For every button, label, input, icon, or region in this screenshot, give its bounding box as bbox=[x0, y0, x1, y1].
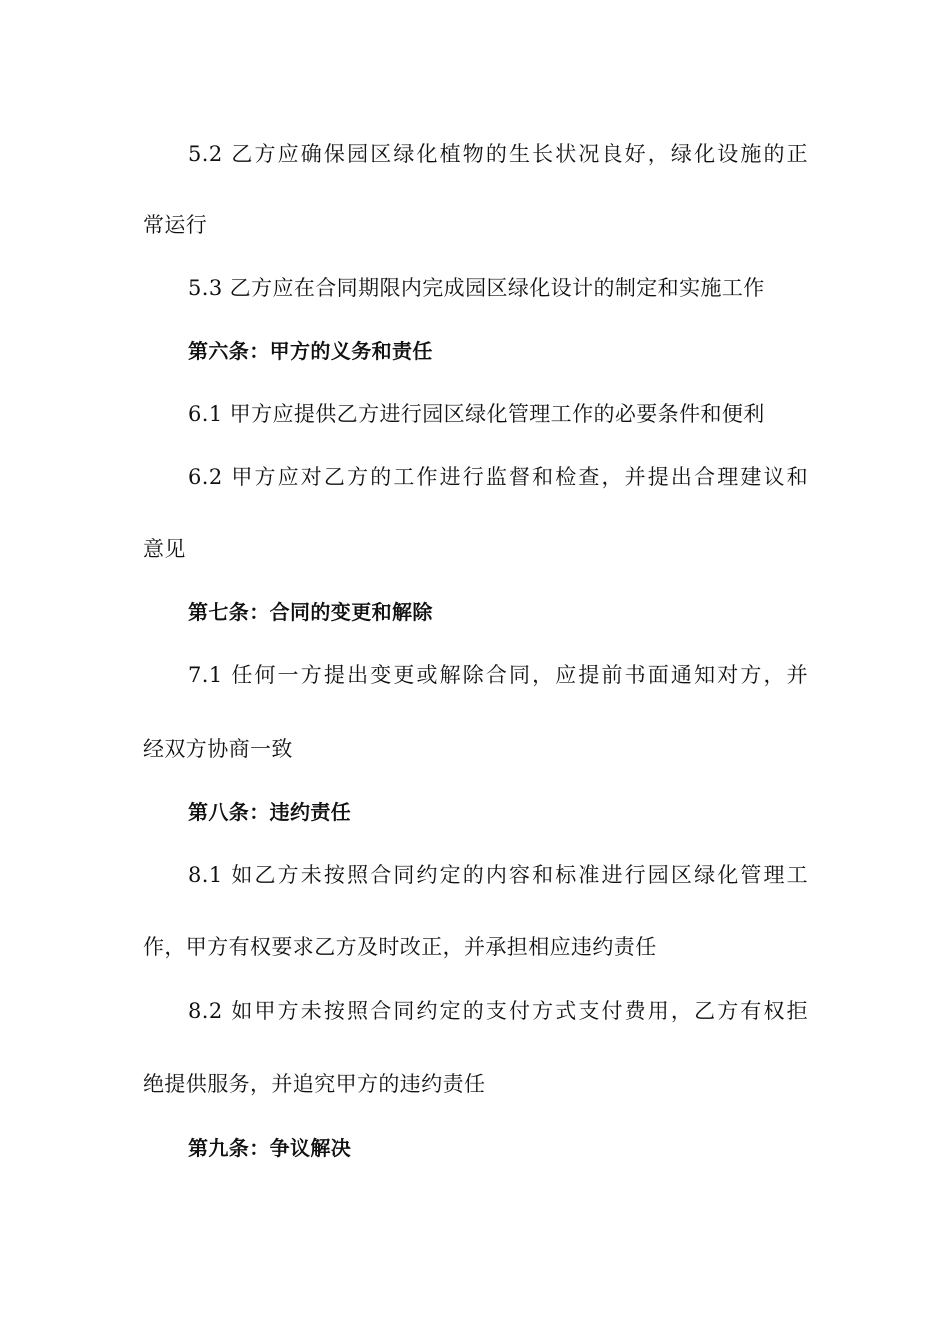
clause-6-2-line-2: 意见 bbox=[143, 537, 186, 561]
article-8-heading: 第八条：违约责任 bbox=[188, 800, 352, 824]
clause-5-3: 5.3 乙方应在合同期限内完成园区绿化设计的制定和实施工作 bbox=[188, 276, 765, 300]
article-7-heading: 第七条：合同的变更和解除 bbox=[188, 600, 433, 624]
article-6-heading: 第六条：甲方的义务和责任 bbox=[188, 339, 433, 363]
clause-6-2-line-1: 6.2 甲方应对乙方的工作进行监督和检查，并提出合理建议和 bbox=[188, 465, 808, 489]
clause-8-2-line-2: 绝提供服务，并追究甲方的违约责任 bbox=[143, 1072, 486, 1096]
clause-5-2-line-2: 常运行 bbox=[143, 213, 208, 237]
clause-6-1: 6.1 甲方应提供乙方进行园区绿化管理工作的必要条件和便利 bbox=[188, 402, 765, 426]
clause-5-2-line-1: 5.2 乙方应确保园区绿化植物的生长状况良好，绿化设施的正 bbox=[188, 142, 808, 166]
article-9-heading: 第九条：争议解决 bbox=[188, 1136, 352, 1160]
clause-7-1-line-2: 经双方协商一致 bbox=[143, 737, 293, 761]
clause-8-1-line-2: 作，甲方有权要求乙方及时改正，并承担相应违约责任 bbox=[143, 935, 657, 959]
clause-8-2-line-1: 8.2 如甲方未按照合同约定的支付方式支付费用，乙方有权拒 bbox=[188, 999, 808, 1023]
clause-7-1-line-1: 7.1 任何一方提出变更或解除合同，应提前书面通知对方，并 bbox=[188, 663, 808, 687]
clause-8-1-line-1: 8.1 如乙方未按照合同约定的内容和标准进行园区绿化管理工 bbox=[188, 863, 808, 887]
